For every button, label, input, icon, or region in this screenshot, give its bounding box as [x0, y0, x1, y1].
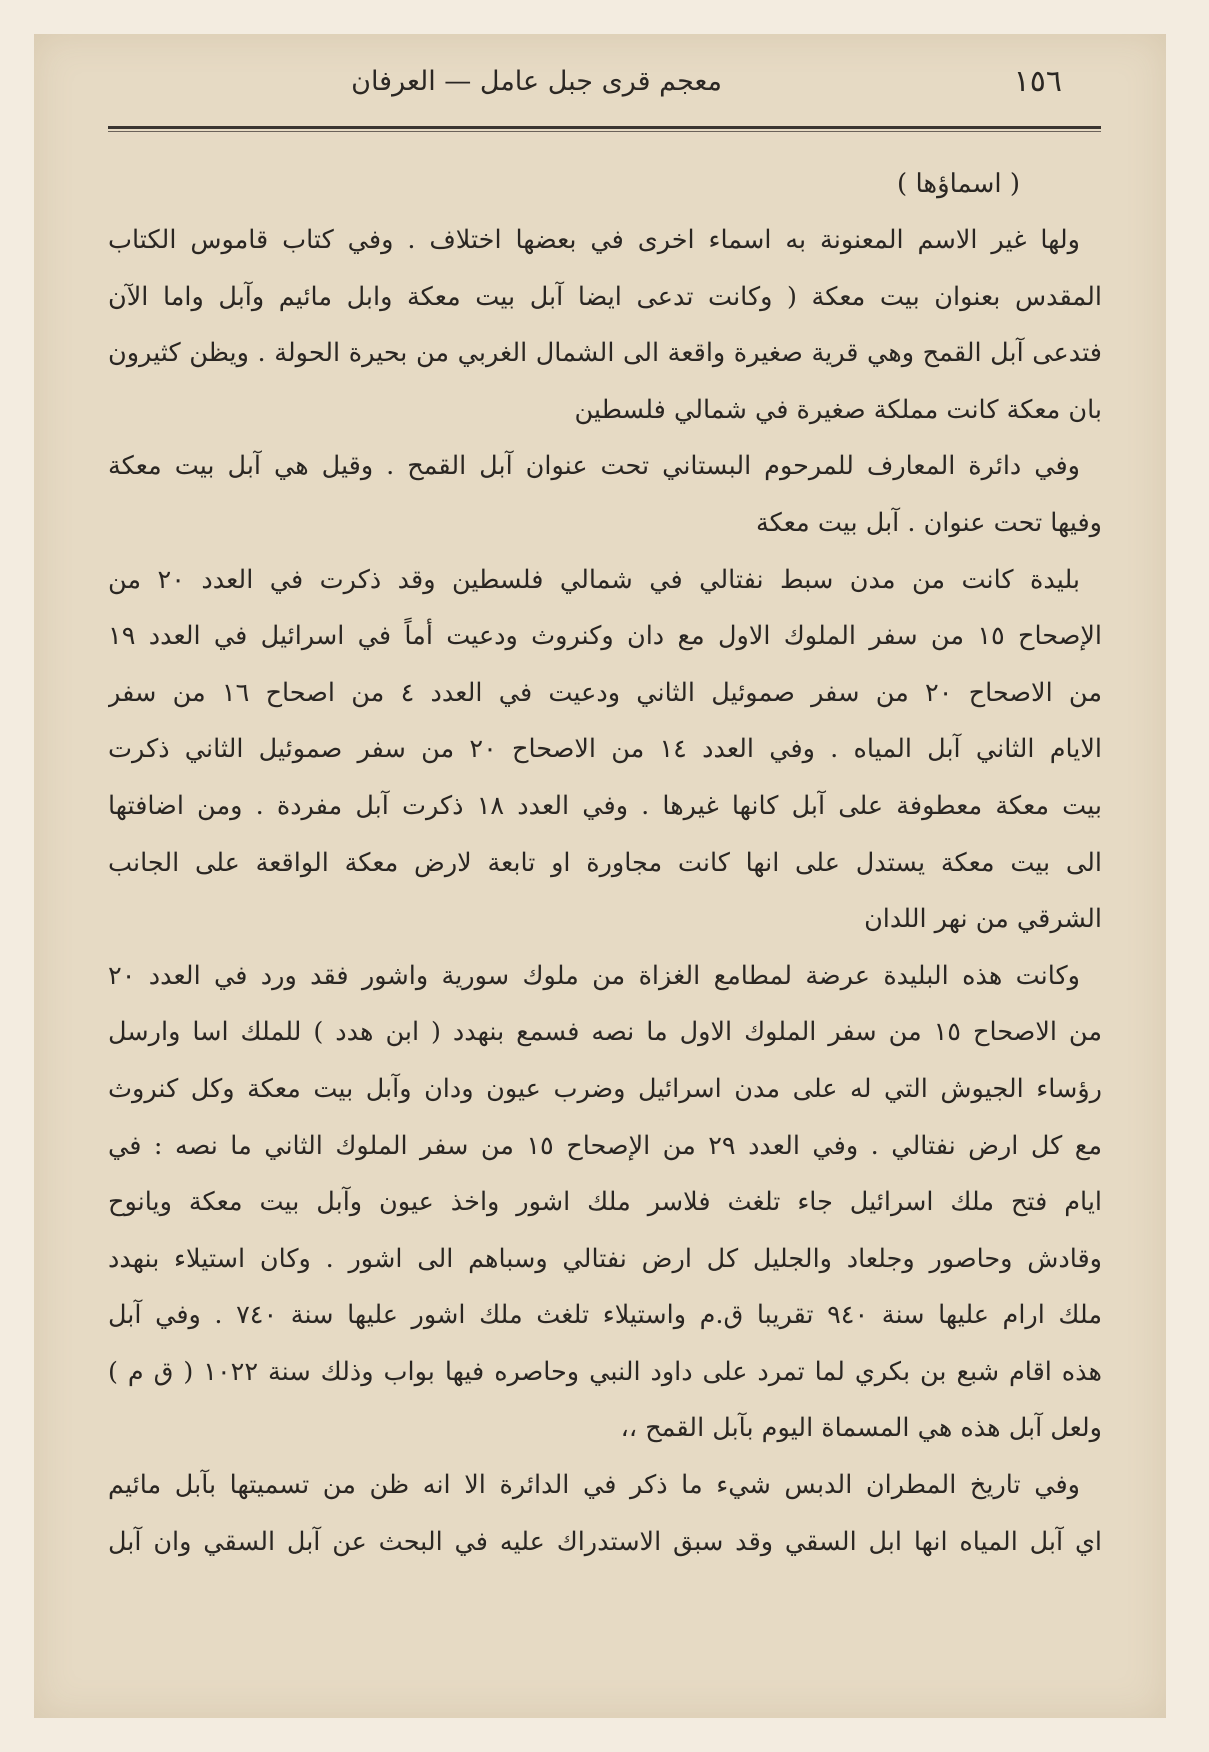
text-line: ايام فتح ملك اسرائيل جاء تلغث فلاسر ملك اشور واخذ عيون وآبل بيت معكة ويانوح: [108, 1187, 1102, 1218]
text-line: الايام الثاني آبل المياه . وفي العدد ١٤ من الاصحاح ٢٠ من سفر صموئيل الثاني ذكرت: [108, 734, 1102, 765]
section-heading: ( اسماؤها ): [897, 169, 1020, 199]
page-number: ١٥٦: [1013, 64, 1062, 99]
text-line: فتدعى آبل القمح وهي قرية صغيرة واقعة الى الشمال الغربي من بحيرة الحولة . ويظن كثيرون: [108, 338, 1102, 369]
text-line: وفي دائرة المعارف للمرحوم البستاني تحت عنوان آبل القمح . وقيل هي آبل بيت معكة: [108, 451, 1080, 482]
text-line: ملك ارام عليها سنة ٩٤٠ تقريبا ق.م واستيلاء تلغث ملك اشور عليها سنة ٧٤٠ . وفي آبل: [108, 1300, 1102, 1331]
text-line: مع كل ارض نفتالي . وفي العدد ٢٩ من الإصحاح ١٥ من سفر الملوك الثاني ما نصه : في: [108, 1130, 1102, 1161]
text-lines: [108, 212, 1102, 1570]
text-line: اي آبل المياه انها ابل السقي وقد سبق الاستدراك عليه في البحث عن آبل السقي وان آبل: [108, 1526, 1102, 1557]
header-rule: [108, 126, 1101, 129]
text-line: الإصحاح ١٥ من سفر الملوك الاول مع دان وكنروث ودعيت أماً في اسرائيل في العدد ١٩: [108, 621, 1102, 652]
page-header: [76, 58, 1070, 104]
text-line: الشرقي من نهر اللدان: [864, 904, 1102, 935]
text-line: وفيها تحت عنوان . آبل بيت معكة: [756, 507, 1102, 538]
running-title: معجم قرى جبل عامل — العرفان: [351, 66, 722, 97]
text-line: رؤساء الجيوش التي له على مدن اسرائيل وضرب عيون ودان وآبل بيت معكة وكل كنروث: [108, 1073, 1102, 1104]
header-rule-thin: [108, 131, 1101, 132]
text-line: من الاصحاح ١٥ من سفر الملوك الاول ما نصه فسمع بنهدد ( ابن هدد ) للملك اسا وارسل: [108, 1017, 1102, 1048]
body-text: [108, 156, 1102, 1570]
text-line: بان معكة كانت مملكة صغيرة في شمالي فلسطين: [574, 394, 1102, 425]
text-line: المقدس بعنوان بيت معكة ( وكانت تدعى ايضا آبل بيت معكة وابل مائيم وآبل واما الآن: [108, 281, 1102, 312]
text-line: الى بيت معكة يستدل على انها كانت مجاورة او تابعة لارض معكة الواقعة على الجانب: [108, 847, 1102, 878]
text-line: بيت معكة معطوفة على آبل كانها غيرها . وفي العدد ١٨ ذكرت آبل مفردة . ومن اضافتها: [108, 790, 1102, 821]
text-line: ولها غير الاسم المعنونة به اسماء اخرى في بعضها اختلاف . وفي كتاب قاموس الكتاب: [108, 225, 1080, 255]
text-line: ولعل آبل هذه هي المسماة اليوم بآبل القمح ،،: [620, 1413, 1102, 1444]
text-line: من الاصحاح ٢٠ من سفر صموئيل الثاني ودعيت في العدد ٤ من اصحاح ١٦ من سفر: [108, 677, 1102, 708]
text-line: وفي تاريخ المطران الدبس شيء ما ذكر في الدائرة الا انه ظن من تسميتها بآبل مائيم: [108, 1470, 1080, 1501]
text-line: هذه اقام شبع بن بكري لما تمرد على داود النبي وحاصره فيها بواب وذلك سنة ١٠٢٢ ( ق م ): [108, 1356, 1102, 1387]
text-line: بليدة كانت من مدن سبط نفتالي في شمالي فلسطين وقد ذكرت في العدد ٢٠ من: [108, 564, 1080, 595]
text-line: وقادش وحاصور وجلعاد والجليل كل ارض نفتالي وسباهم الى اشور . وكان استيلاء بنهدد: [108, 1243, 1102, 1274]
text-line: وكانت هذه البليدة عرضة لمطامع الغزاة من ملوك سورية واشور فقد ورد في العدد ٢٠: [108, 960, 1080, 991]
